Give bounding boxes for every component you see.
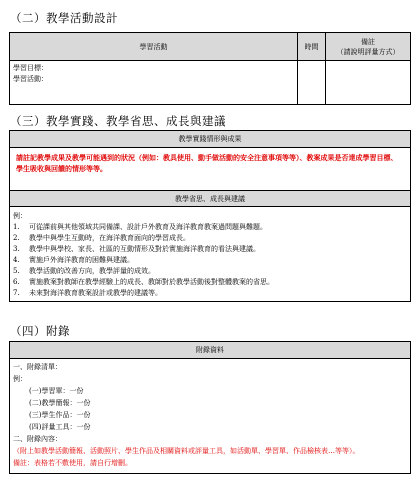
appendix-content-title: 二、附錄內容：: [13, 435, 62, 443]
reflection-item: 5. 教學活動的改善方向，教學評量的成效。: [13, 266, 155, 275]
note-cell: [326, 61, 411, 105]
col-activity-header: 學習活動: [10, 33, 298, 61]
activity-design-table: [9, 32, 411, 105]
learning-goal-label: 學習目標：: [13, 64, 48, 72]
activity-cell: [10, 61, 298, 105]
reflection-header: 教學省思、成長與建議: [10, 191, 411, 207]
appendix-content: [10, 359, 411, 474]
reflection-list: [13, 222, 407, 299]
section2-title: （二）教學活動設計: [10, 11, 118, 25]
learning-activity-label: 學習活動：: [13, 74, 48, 83]
col-note-line1: 備註: [361, 37, 375, 46]
reflection-item: 4. 實施戶外海洋教育的困難與建議。: [13, 255, 134, 264]
practice-header: 教學實踐情形與成果: [10, 131, 411, 148]
practice-reflection-table: [9, 130, 411, 302]
reflection-item: 2. 教學中與學生互動時，在海洋教育面向的學習成長。: [13, 233, 190, 242]
col-time-header: 時間: [298, 33, 326, 61]
appendix-list-item: (三)學生作品：一份: [29, 411, 91, 419]
appendix-list-item: (四)評量工具：一份: [29, 423, 91, 431]
section3-title: （三）教學實踐、教學省思、成長與建議: [10, 114, 226, 128]
appendix-list-item: (一)學習單：一份: [29, 387, 84, 395]
reflection-example-label: 例：: [13, 212, 27, 220]
appendix-list-title: 一、附錄清單：: [13, 363, 62, 371]
col-note-header: [326, 33, 411, 61]
section4-title: （四）附錄: [10, 324, 70, 338]
reflection-item: 7. 未來對海洋教育教案設計或教學的建議等。: [13, 288, 162, 297]
appendix-table: [9, 341, 411, 474]
appendix-header: 附錄資料: [10, 342, 411, 359]
appendix-note: 備註：表格若不敷使用，請自行增刪。: [13, 459, 132, 467]
appendix-example-label: 例：: [13, 375, 27, 383]
reflection-item: 3. 教學中與學校、家長、社區的互動情形及對於實施海洋教育的看法與建議。: [13, 244, 260, 253]
reflection-content: [10, 207, 411, 302]
practice-instructions: 請註記教學成果及教學可能遇到的狀況（例如：教具使用、動手做活動的安全注意事項等等）、教案成果是否達成學習目標、學生吸收與回饋的情形等等。: [10, 148, 411, 191]
reflection-item: 1. 可從課前與其他領域共同備課、設計戶外教育及海洋教育教案過問題與難題。: [13, 222, 267, 231]
appendix-instructions: （附上如教學活動簡報、活動照片、學生作品及相關資料或評量工具，如活動單、學習單、作品檢核表…等等）。: [13, 447, 360, 455]
reflection-item: 6. 實施教案對教師在教學經驗上的成長、教師對於教學活動後對整體教案的省思。: [13, 277, 274, 286]
col-note-line2: （請說明評量方式）: [336, 47, 400, 56]
time-cell: [298, 61, 326, 105]
appendix-list-item: (二)教學簡報：一份: [29, 399, 91, 407]
